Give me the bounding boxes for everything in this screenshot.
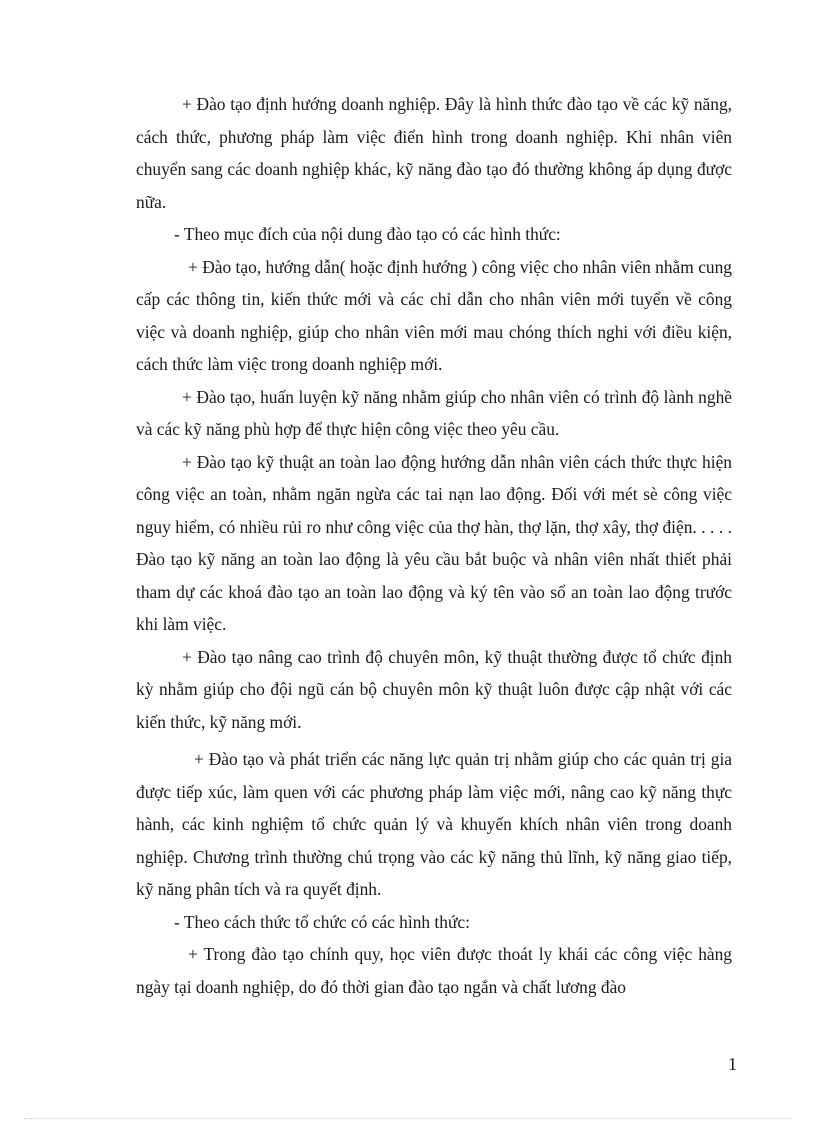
paragraph-professional-upgrade: + Đào tạo nâng cao trình độ chuyên môn, kỹ thuật thường được tổ chức định kỳ nhằm giúp cho đội ngũ cán bộ chuyên môn kỹ thuật luôn được cập nhật với các kiến thức, kỹ năng mới.: [136, 646, 732, 732]
paragraph-formal-training: + Trong đào tạo chính quy, học viên được thoát ly khái các công việc hàng ngày tại doanh nghiệp, do đó thời gian đào tạo ngắn và chất lương đào: [136, 944, 732, 997]
paragraph-skills-training: + Đào tạo, huấn luyện kỹ năng nhằm giúp cho nhân viên có trình độ lành nghề và các kỹ năng phù hợp để thực hiện công việc theo yêu cầu.: [136, 386, 732, 439]
paragraph-job-guidance: + Đào tạo, hướng dẫn( hoặc định hướng ) công việc cho nhân viên nhằm cung cấp các thông tin, kiến thức mới và các chỉ dẫn cho nhân viên mới tuyển về công việc và doanh nghiệp, giúp cho nhân viên mới mau chóng thích nghi với điều kiện, cách thức làm việc trong doanh nghiệp mới.: [136, 256, 732, 374]
heading-by-purpose: - Theo mục đích của nội dung đào tạo có các hình thức:: [174, 224, 561, 244]
heading-by-organization: - Theo cách thức tổ chức có các hình thức:: [174, 911, 470, 932]
paragraph-orientation-training: + Đào tạo định hướng doanh nghiệp. Đây là hình thức đào tạo về các kỹ năng, cách thức, phương pháp làm việc điển hình trong doanh nghiệp. Khi nhân viên chuyển sang các doanh nghiệp khác, kỹ năng đào tạo đó thường không áp dụng được nữa.: [136, 94, 732, 212]
page-number: 1: [728, 1054, 737, 1074]
paragraph-safety-training: + Đào tạo kỹ thuật an toàn lao động hướng dẫn nhân viên cách thức thực hiện công việc an toàn, nhằm ngăn ngừa các tai nạn lao động. Đối với mét sè công việc nguy hiểm, có nhiều rủi ro như công việc của thợ hàn, thợ lặn, thợ xây, thợ điện. . . . . Đào tạo kỹ năng an toàn lao động là yêu cầu bắt buộc và nhân viên nhất thiết phải tham dự các khoá đào tạo an toàn lao động và ký tên vào sổ an toàn lao động trước khi làm việc.: [136, 451, 732, 634]
page-bottom-divider: [24, 1118, 792, 1119]
paragraph-management-development: + Đào tạo và phát triển các năng lực quản trị nhằm giúp cho các quản trị gia được tiếp xúc, làm quen với các phương pháp làm việc mới, nâng cao kỹ năng thực hành, các kinh nghiệm tổ chức quản lý và khuyến khích nhân viên trong doanh nghiệp. Chương trình thường chú trọng vào các kỹ năng thủ lĩnh, kỹ năng giao tiếp, kỹ năng phân tích và ra quyết định.: [136, 749, 732, 899]
body-text: [136, 88, 732, 1003]
